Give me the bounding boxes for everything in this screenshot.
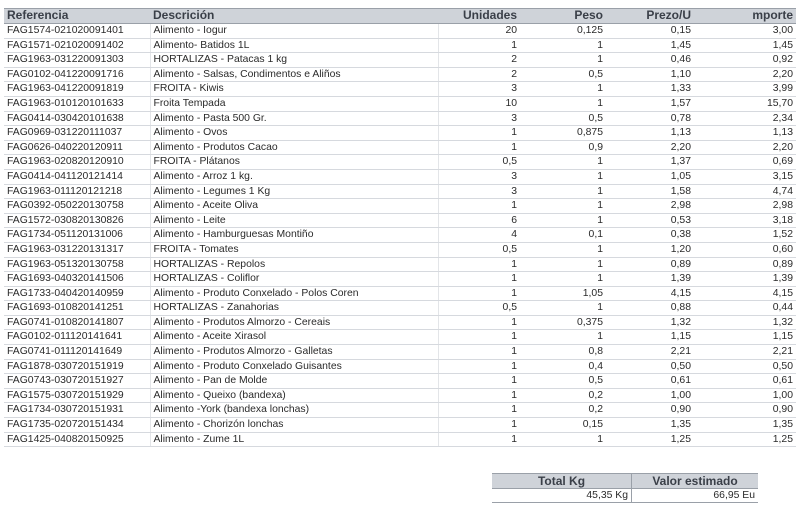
cell-weight: 1 (520, 242, 606, 257)
cell-reference: FAG1878-030720151919 (4, 359, 150, 374)
cell-weight: 0,5 (520, 374, 606, 389)
cell-weight: 0,875 (520, 126, 606, 141)
table-row (4, 359, 796, 374)
cell-unit-price: 0,15 (606, 24, 694, 39)
cell-amount: 2,21 (694, 345, 796, 360)
cell-unit-price: 1,15 (606, 330, 694, 345)
table-row (4, 257, 796, 272)
cell-units: 3 (438, 111, 520, 126)
cell-amount: 3,15 (694, 169, 796, 184)
table-row (4, 53, 796, 68)
cell-amount: 2,98 (694, 199, 796, 214)
cell-units: 3 (438, 184, 520, 199)
cell-reference: FAG0743-030720151927 (4, 374, 150, 389)
total-kg-value: 45,35 Kg (492, 489, 632, 503)
cell-description: Alimento - Aceite Xirasol (150, 330, 438, 345)
cell-amount: 0,92 (694, 53, 796, 68)
cell-reference: FAG1693-010820141251 (4, 301, 150, 316)
cell-description: FROITA - Plátanos (150, 155, 438, 170)
cell-description: Alimento - Salsas, Condimentos e Aliños (150, 67, 438, 82)
cell-reference: FAG1733-040420140959 (4, 286, 150, 301)
cell-reference: FAG1734-051120131006 (4, 228, 150, 243)
table-row (4, 228, 796, 243)
cell-description: HORTALIZAS - Patacas 1 kg (150, 53, 438, 68)
cell-description: Alimento - Iogur (150, 24, 438, 39)
table-row (4, 315, 796, 330)
cell-reference: FAG1963-011120121218 (4, 184, 150, 199)
table-row (4, 286, 796, 301)
cell-amount: 0,61 (694, 374, 796, 389)
cell-reference: FAG0414-041120121414 (4, 169, 150, 184)
cell-units: 3 (438, 82, 520, 97)
cell-amount: 4,15 (694, 286, 796, 301)
cell-unit-price: 1,00 (606, 388, 694, 403)
header-amount: mporte (694, 9, 796, 24)
cell-weight: 1 (520, 330, 606, 345)
table-row (4, 272, 796, 287)
cell-unit-price: 0,78 (606, 111, 694, 126)
cell-unit-price: 1,57 (606, 96, 694, 111)
cell-description: HORTALIZAS - Repolos (150, 257, 438, 272)
cell-weight: 0,2 (520, 388, 606, 403)
cell-weight: 1 (520, 272, 606, 287)
cell-unit-price: 1,35 (606, 418, 694, 433)
cell-weight: 1 (520, 53, 606, 68)
cell-weight: 1,05 (520, 286, 606, 301)
cell-reference: FAG1693-040320141506 (4, 272, 150, 287)
cell-unit-price: 1,33 (606, 82, 694, 97)
cell-weight: 1 (520, 301, 606, 316)
cell-weight: 1 (520, 199, 606, 214)
cell-weight: 0,5 (520, 111, 606, 126)
cell-amount: 0,50 (694, 359, 796, 374)
cell-description: Alimento - Hamburguesas Montiño (150, 228, 438, 243)
cell-amount: 1,52 (694, 228, 796, 243)
cell-amount: 1,39 (694, 272, 796, 287)
cell-unit-price: 1,20 (606, 242, 694, 257)
cell-units: 1 (438, 432, 520, 447)
cell-reference: FAG0741-011120141649 (4, 345, 150, 360)
cell-description: Alimento - Produto Conxelado Guisantes (150, 359, 438, 374)
cell-amount: 1,25 (694, 432, 796, 447)
cell-units: 6 (438, 213, 520, 228)
cell-reference: FAG1963-020820120910 (4, 155, 150, 170)
cell-description: Froita Tempada (150, 96, 438, 111)
cell-unit-price: 1,32 (606, 315, 694, 330)
cell-weight: 1 (520, 38, 606, 53)
cell-amount: 1,45 (694, 38, 796, 53)
table-row (4, 24, 796, 39)
cell-units: 1 (438, 345, 520, 360)
cell-description: Alimento - Chorizón lonchas (150, 418, 438, 433)
cell-weight: 0,8 (520, 345, 606, 360)
cell-reference: FAG1963-041220091819 (4, 82, 150, 97)
total-kg-label: Total Kg (492, 474, 632, 489)
table-row (4, 111, 796, 126)
cell-units: 1 (438, 359, 520, 374)
cell-description: Alimento - Produtos Almorzo - Galletas (150, 345, 438, 360)
cell-units: 1 (438, 199, 520, 214)
cell-weight: 0,125 (520, 24, 606, 39)
cell-unit-price: 1,25 (606, 432, 694, 447)
cell-units: 0,5 (438, 155, 520, 170)
cell-weight: 0,5 (520, 67, 606, 82)
estimated-value: 66,95 Eu (632, 489, 759, 503)
table-row (4, 140, 796, 155)
items-body (4, 24, 796, 447)
table-row (4, 96, 796, 111)
cell-reference: FAG0741-010820141807 (4, 315, 150, 330)
cell-reference: FAG1575-030720151929 (4, 388, 150, 403)
cell-amount: 2,34 (694, 111, 796, 126)
items-header-row (4, 9, 796, 24)
cell-description: HORTALIZAS - Coliflor (150, 272, 438, 287)
cell-amount: 3,18 (694, 213, 796, 228)
cell-description: Alimento - Leite (150, 213, 438, 228)
cell-description: Alimento - Produtos Almorzo - Cereais (150, 315, 438, 330)
cell-unit-price: 4,15 (606, 286, 694, 301)
cell-units: 1 (438, 126, 520, 141)
table-row (4, 67, 796, 82)
cell-units: 3 (438, 169, 520, 184)
table-row (4, 345, 796, 360)
cell-amount: 3,00 (694, 24, 796, 39)
cell-unit-price: 1,13 (606, 126, 694, 141)
header-weight: Peso (520, 9, 606, 24)
cell-amount: 0,69 (694, 155, 796, 170)
cell-reference: FAG0969-031220111037 (4, 126, 150, 141)
cell-weight: 1 (520, 257, 606, 272)
cell-unit-price: 0,90 (606, 403, 694, 418)
cell-description: Alimento - Produto Conxelado - Polos Coren (150, 286, 438, 301)
cell-reference: FAG1963-010120101633 (4, 96, 150, 111)
cell-units: 0,5 (438, 242, 520, 257)
cell-units: 0,5 (438, 301, 520, 316)
cell-units: 1 (438, 374, 520, 389)
cell-unit-price: 2,21 (606, 345, 694, 360)
header-units: Unidades (438, 9, 520, 24)
cell-amount: 1,00 (694, 388, 796, 403)
cell-description: Alimento- Batidos 1L (150, 38, 438, 53)
cell-unit-price: 1,45 (606, 38, 694, 53)
cell-unit-price: 1,37 (606, 155, 694, 170)
cell-unit-price: 1,10 (606, 67, 694, 82)
table-row (4, 330, 796, 345)
cell-reference: FAG0392-050220130758 (4, 199, 150, 214)
cell-unit-price: 0,89 (606, 257, 694, 272)
cell-reference: FAG1963-031220091303 (4, 53, 150, 68)
cell-description: Alimento - Queixo (bandexa) (150, 388, 438, 403)
cell-amount: 1,35 (694, 418, 796, 433)
cell-description: Alimento - Legumes 1 Kg (150, 184, 438, 199)
cell-amount: 1,32 (694, 315, 796, 330)
table-row (4, 301, 796, 316)
table-row (4, 242, 796, 257)
cell-units: 1 (438, 140, 520, 155)
header-reference: Referencia (4, 9, 150, 24)
cell-units: 4 (438, 228, 520, 243)
cell-description: Alimento - Pan de Molde (150, 374, 438, 389)
cell-reference: FAG1571-021020091402 (4, 38, 150, 53)
cell-description: FROITA - Kiwis (150, 82, 438, 97)
cell-description: Alimento -York (bandexa lonchas) (150, 403, 438, 418)
cell-amount: 2,20 (694, 140, 796, 155)
cell-units: 2 (438, 67, 520, 82)
cell-description: Alimento - Aceite Oliva (150, 199, 438, 214)
cell-amount: 1,13 (694, 126, 796, 141)
cell-reference: FAG1425-040820150925 (4, 432, 150, 447)
table-row (4, 213, 796, 228)
cell-weight: 1 (520, 82, 606, 97)
table-row (4, 38, 796, 53)
cell-units: 10 (438, 96, 520, 111)
cell-weight: 1 (520, 184, 606, 199)
cell-amount: 0,90 (694, 403, 796, 418)
cell-unit-price: 0,38 (606, 228, 694, 243)
cell-description: Alimento - Pasta 500 Gr. (150, 111, 438, 126)
cell-weight: 0,375 (520, 315, 606, 330)
cell-unit-price: 0,50 (606, 359, 694, 374)
cell-unit-price: 2,20 (606, 140, 694, 155)
cell-units: 1 (438, 286, 520, 301)
table-row (4, 126, 796, 141)
cell-amount: 2,20 (694, 67, 796, 82)
cell-description: Alimento - Produtos Cacao (150, 140, 438, 155)
cell-unit-price: 2,98 (606, 199, 694, 214)
header-description: Descrición (150, 9, 438, 24)
table-row (4, 403, 796, 418)
table-row (4, 169, 796, 184)
cell-description: Alimento - Ovos (150, 126, 438, 141)
cell-units: 1 (438, 388, 520, 403)
cell-reference: FAG1574-021020091401 (4, 24, 150, 39)
table-row (4, 418, 796, 433)
cell-reference: FAG1963-031220131317 (4, 242, 150, 257)
cell-weight: 1 (520, 213, 606, 228)
cell-unit-price: 1,05 (606, 169, 694, 184)
cell-amount: 3,99 (694, 82, 796, 97)
cell-weight: 1 (520, 155, 606, 170)
cell-unit-price: 1,39 (606, 272, 694, 287)
table-row (4, 155, 796, 170)
cell-description: HORTALIZAS - Zanahorias (150, 301, 438, 316)
cell-reference: FAG1734-030720151931 (4, 403, 150, 418)
cell-amount: 0,89 (694, 257, 796, 272)
cell-unit-price: 0,88 (606, 301, 694, 316)
cell-units: 1 (438, 403, 520, 418)
cell-units: 20 (438, 24, 520, 39)
cell-amount: 4,74 (694, 184, 796, 199)
totals-header-row (492, 474, 758, 489)
cell-unit-price: 1,58 (606, 184, 694, 199)
cell-weight: 0,1 (520, 228, 606, 243)
cell-unit-price: 0,53 (606, 213, 694, 228)
totals-value-row (492, 489, 758, 503)
table-row (4, 82, 796, 97)
cell-reference: FAG1963-051320130758 (4, 257, 150, 272)
table-row (4, 374, 796, 389)
cell-units: 2 (438, 53, 520, 68)
cell-reference: FAG0626-040220120911 (4, 140, 150, 155)
cell-weight: 0,15 (520, 418, 606, 433)
cell-units: 1 (438, 418, 520, 433)
table-row (4, 432, 796, 447)
cell-unit-price: 0,46 (606, 53, 694, 68)
header-unit-price: Prezo/U (606, 9, 694, 24)
totals-table (492, 473, 758, 503)
cell-units: 1 (438, 330, 520, 345)
cell-weight: 0,2 (520, 403, 606, 418)
table-row (4, 388, 796, 403)
table-row (4, 184, 796, 199)
cell-description: FROITA - Tomates (150, 242, 438, 257)
cell-reference: FAG0102-011120141641 (4, 330, 150, 345)
cell-amount: 15,70 (694, 96, 796, 111)
cell-weight: 1 (520, 169, 606, 184)
table-row (4, 199, 796, 214)
items-sheet (4, 8, 793, 447)
cell-weight: 0,9 (520, 140, 606, 155)
cell-description: Alimento - Zume 1L (150, 432, 438, 447)
cell-reference: FAG1572-030820130826 (4, 213, 150, 228)
cell-amount: 0,44 (694, 301, 796, 316)
cell-reference: FAG0102-041220091716 (4, 67, 150, 82)
cell-reference: FAG1735-020720151434 (4, 418, 150, 433)
cell-units: 1 (438, 315, 520, 330)
cell-weight: 0,4 (520, 359, 606, 374)
cell-units: 1 (438, 257, 520, 272)
cell-weight: 1 (520, 96, 606, 111)
cell-units: 1 (438, 272, 520, 287)
cell-weight: 1 (520, 432, 606, 447)
items-table (4, 8, 796, 447)
cell-description: Alimento - Arroz 1 kg. (150, 169, 438, 184)
cell-units: 1 (438, 38, 520, 53)
cell-amount: 1,15 (694, 330, 796, 345)
estimated-value-label: Valor estimado (632, 474, 759, 489)
cell-unit-price: 0,61 (606, 374, 694, 389)
cell-reference: FAG0414-030420101638 (4, 111, 150, 126)
cell-amount: 0,60 (694, 242, 796, 257)
